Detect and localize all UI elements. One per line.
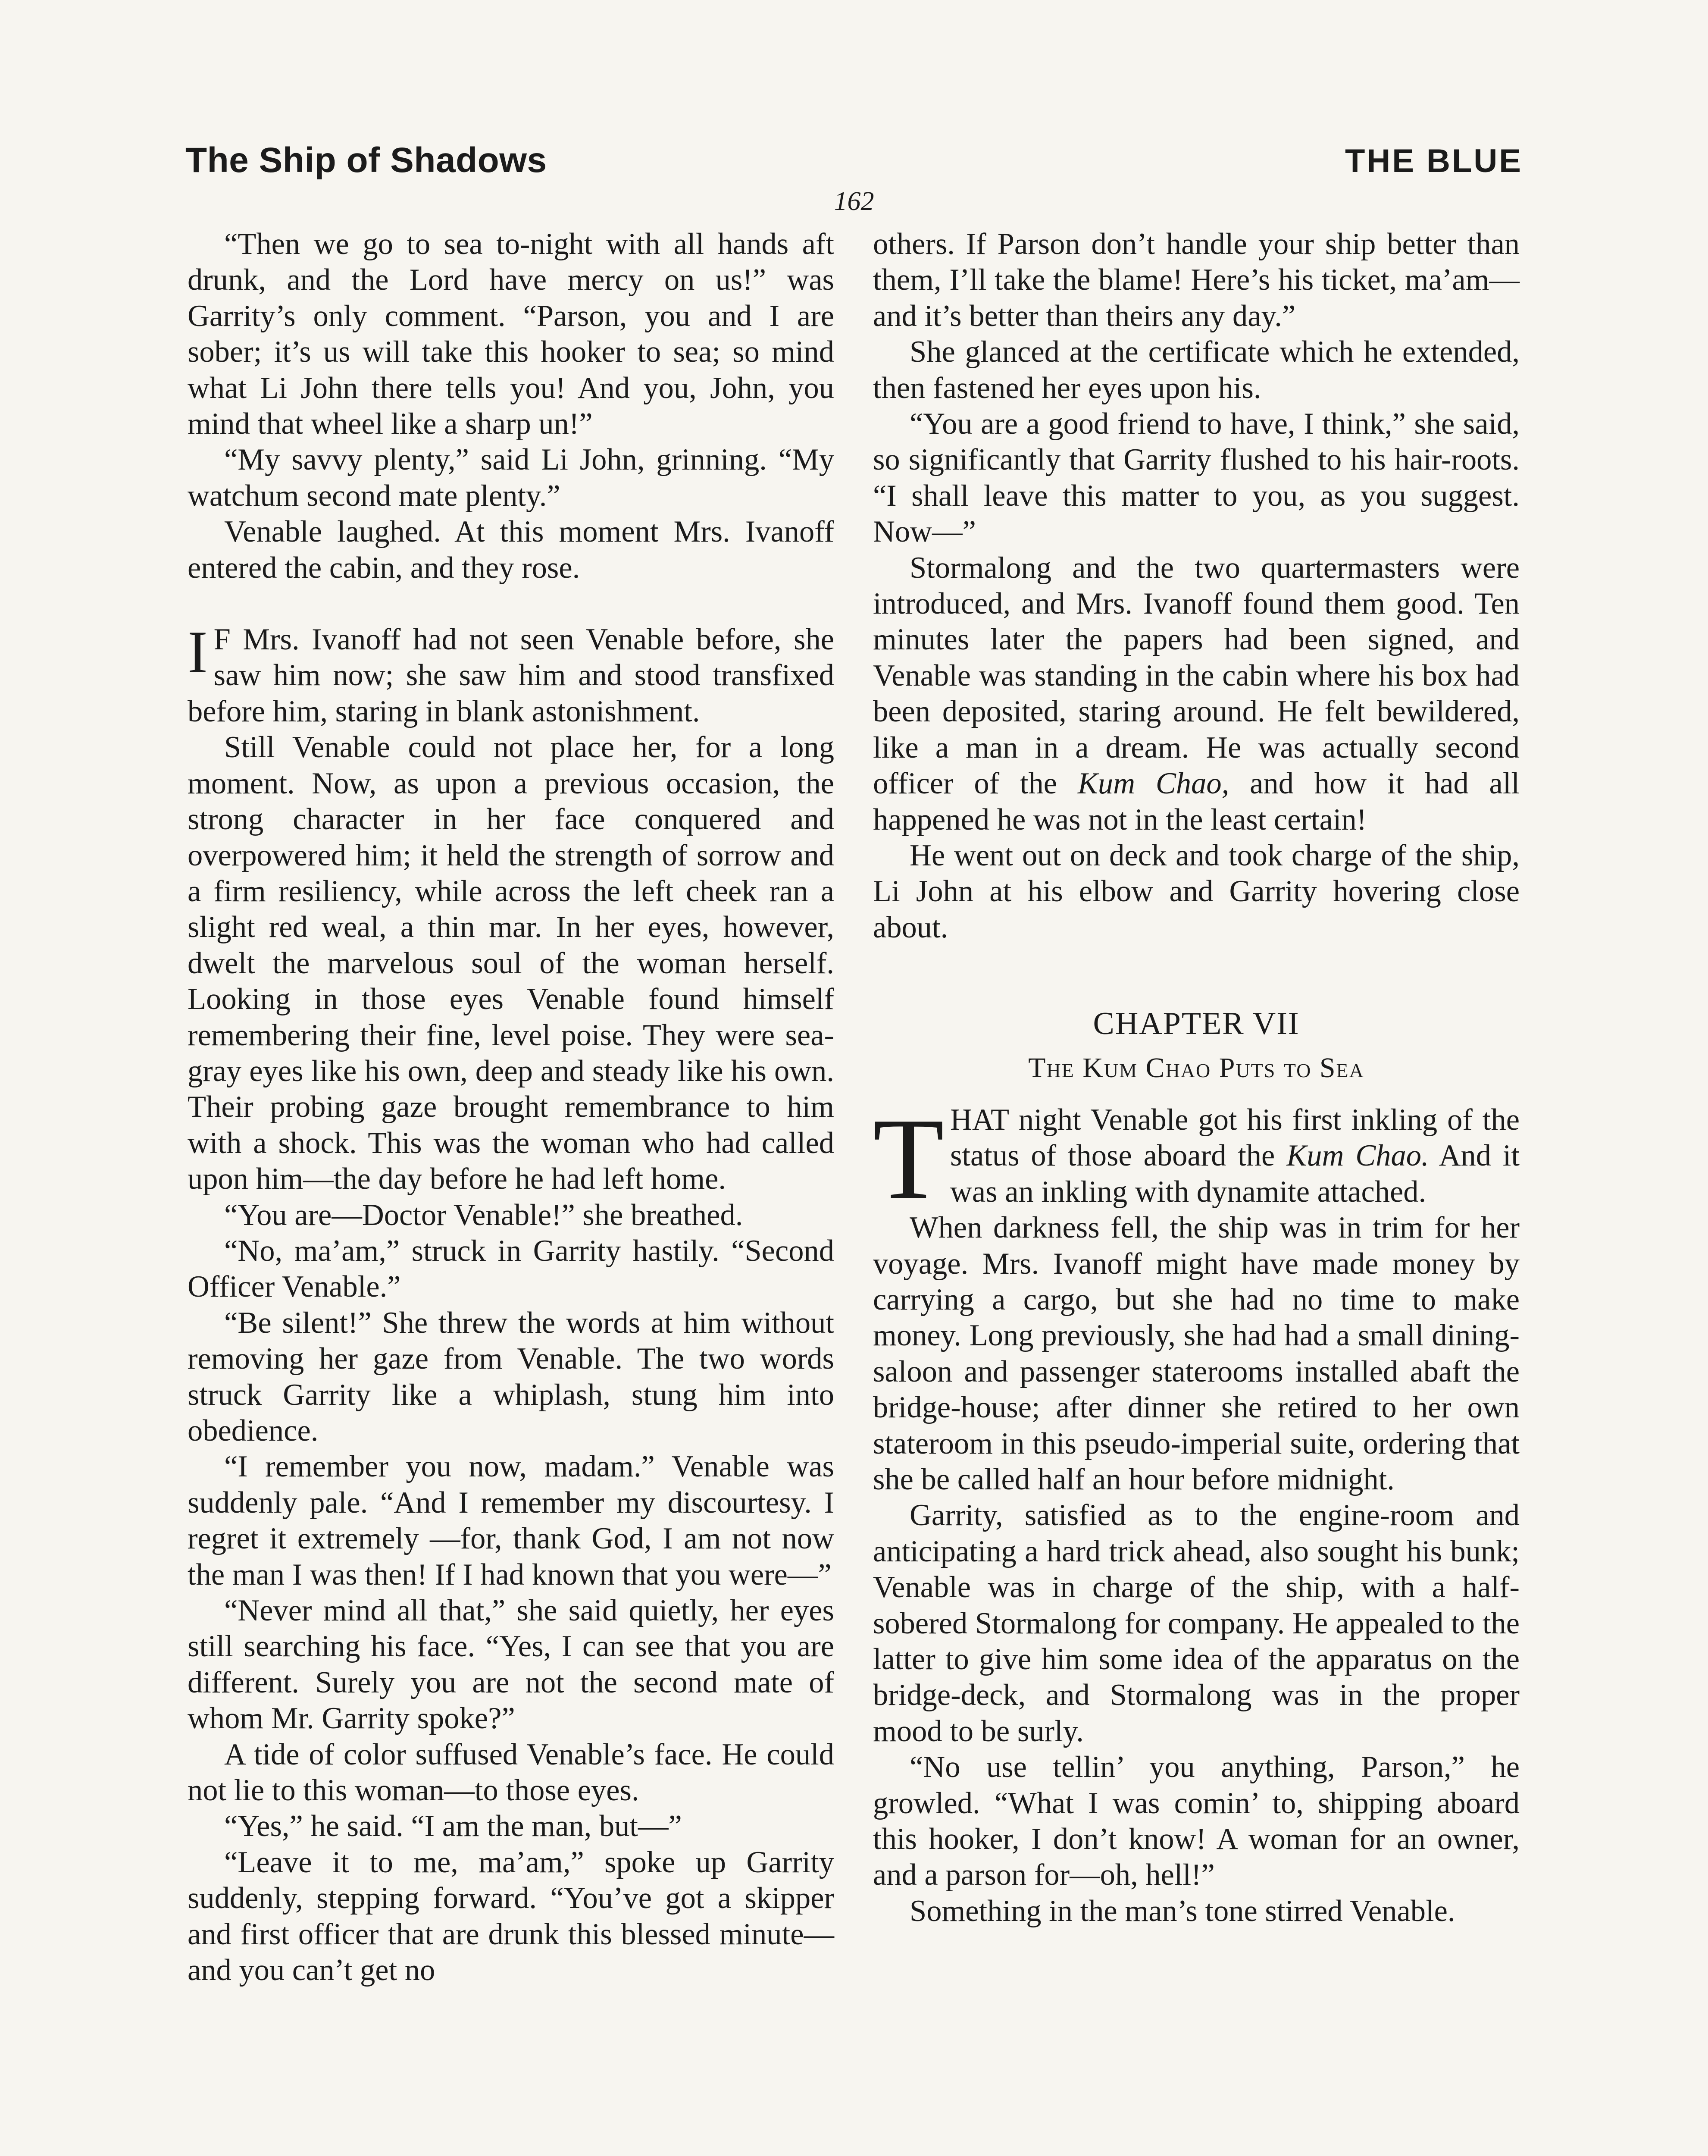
paragraph: “Then we go to sea to-night with all hands aft drunk, and the Lord have mercy on us!” was Garrity’s only comment. “Parson, you and I are sober; it’s us will take this hooker to sea; so mind what Li John there tells you! And you, John, you mind that wheel like a sharp un!”: [188, 227, 834, 441]
paragraph: Something in the man’s tone stirred Venable.: [910, 1894, 1455, 1928]
running-title: The Ship of Shadows: [185, 141, 547, 180]
paragraph: Garrity, satisfied as to the engine-room and anticipating a hard trick ahead, also sought his bunk; Venable was in charge of the ship, with a half-sobered Stormalong for company. He appealed to the latter to give him some idea of the apparatus on the bridge-deck, and Stormalong was in the proper mood to be surly.: [873, 1498, 1520, 1748]
paragraph-text: And it was an inkling with dynamite attached.: [950, 1139, 1520, 1209]
paragraph: “You are a good friend to have, I think,” she said, so significantly that Garrity flushed to his hair-roots. “I shall leave this matter to you, as you suggest. Now—”: [873, 407, 1520, 549]
page-number: 162: [834, 187, 874, 216]
paragraph: “Leave it to me, ma’am,” spoke up Garrity suddenly, stepping forward. “You’ve got a skipper and first officer that are drunk this blessed minute—and you can’t get no: [188, 1845, 834, 1987]
paragraph: Venable laughed. At this moment Mrs. Ivanoff entered the cabin, and they rose.: [188, 515, 834, 585]
paragraph-text: Stormalong and the two quartermasters were introduced, and Mrs. Ivanoff found them good. Ten minutes later the papers had been signed, and Venable was standing in the cabin where his box had been deposited, staring around. He felt bewildered, like a man in a dream. He was actually second officer of the: [873, 551, 1520, 801]
paragraph: [873, 550, 1520, 838]
paragraph-with-drop-cap: [873, 1094, 1520, 1223]
left-column: [188, 226, 834, 1989]
right-column: [873, 226, 1520, 1929]
drop-cap: I: [188, 619, 208, 686]
paragraph-with-drop-cap: [188, 619, 834, 730]
ship-name: Kum Chao.: [1286, 1139, 1429, 1173]
paragraph-text: and how it had all happened he was not in the least certain!: [873, 767, 1520, 837]
paragraph: “No use tellin’ you anything, Parson,” he growled. “What I was comin’ to, shipping aboard this hooker, I don’t know! A woman for an owner, and a parson for—oh, hell!”: [873, 1750, 1520, 1892]
chapter-subtitle: The Kum Chao Puts to Sea: [1028, 1052, 1364, 1084]
ship-name: Kum Chao,: [1077, 767, 1229, 801]
paragraph: “Be silent!” She threw the words at him without removing her gaze from Venable. The two words struck Garrity like a whiplash, stung him into obedience.: [188, 1306, 834, 1448]
paragraph: A tide of color suffused Venable’s face. He could not lie to this woman—to those eyes.: [188, 1737, 834, 1808]
section-break: [188, 586, 834, 622]
paragraph: “You are—Doctor Venable!” she breathed.: [224, 1198, 743, 1232]
paragraph: “No, ma’am,” struck in Garrity hastily. “Second Officer Venable.”: [188, 1234, 834, 1304]
magazine-name: THE BLUE: [1345, 143, 1523, 179]
paragraph: “Yes,” he said. “I am the man, but—”: [224, 1809, 682, 1843]
paragraph: “My savvy plenty,” said Li John, grinning. “My watchum second mate plenty.”: [188, 443, 834, 513]
chapter-title: CHAPTER VII: [1093, 1006, 1300, 1042]
paragraph: “I remember you now, madam.” Venable was suddenly pale. “And I remember my discourtesy. I regret it extremely —for, thank God, I am not now the man I was then! If I had known that you were—”: [188, 1450, 834, 1592]
drop-cap: T: [873, 1094, 944, 1223]
paragraph-text: F Mrs. Ivanoff had not seen Venable before, she saw him now; she saw him and stood transfixed before him, staring in blank astonishment.: [188, 623, 834, 728]
paragraph: others. If Parson don’t handle your ship better than them, I’ll take the blame! Here’s his ticket, ma’am—and it’s better than theirs any day.”: [873, 227, 1520, 333]
paragraph: He went out on deck and took charge of the ship, Li John at his elbow and Garrity hovering close about.: [873, 838, 1520, 944]
paragraph-text: HAT night Venable got his first inkling of the status of those aboard the: [950, 1103, 1520, 1173]
page-header: [185, 140, 1523, 181]
paragraph: “Never mind all that,” she said quietly, her eyes still searching his face. “Yes, I can see that you are different. Surely you are not the second mate of whom Mr. Garrity spoke?”: [188, 1594, 834, 1736]
paragraph: Still Venable could not place her, for a long moment. Now, as upon a previous occasion, the strong character in her face conquered and overpowered him; it held the strength of sorrow and a firm resiliency, while across the left cheek ran a slight red weal, a thin mar. In her eyes, however, dwelt the marvelous soul of the woman herself. Looking in those eyes Venable found himself remembering their fine, level poise. They were sea-gray eyes like his own, deep and steady like his own. Their probing gaze brought remembrance to him with a shock. This was the woman who had called upon him—the day before he had left home.: [188, 730, 834, 1196]
paragraph: When darkness fell, the ship was in trim for her voyage. Mrs. Ivanoff might have made money by carrying a cargo, but she had no time to make money. Long previously, she had had a small dining-saloon and passenger staterooms installed abaft the bridge-house; after dinner she retired to her own stateroom in this pseudo-imperial suite, ordering that she be called half an hour before midnight.: [873, 1211, 1520, 1496]
paragraph: She glanced at the certificate which he extended, then fastened her eyes upon his.: [873, 335, 1520, 405]
